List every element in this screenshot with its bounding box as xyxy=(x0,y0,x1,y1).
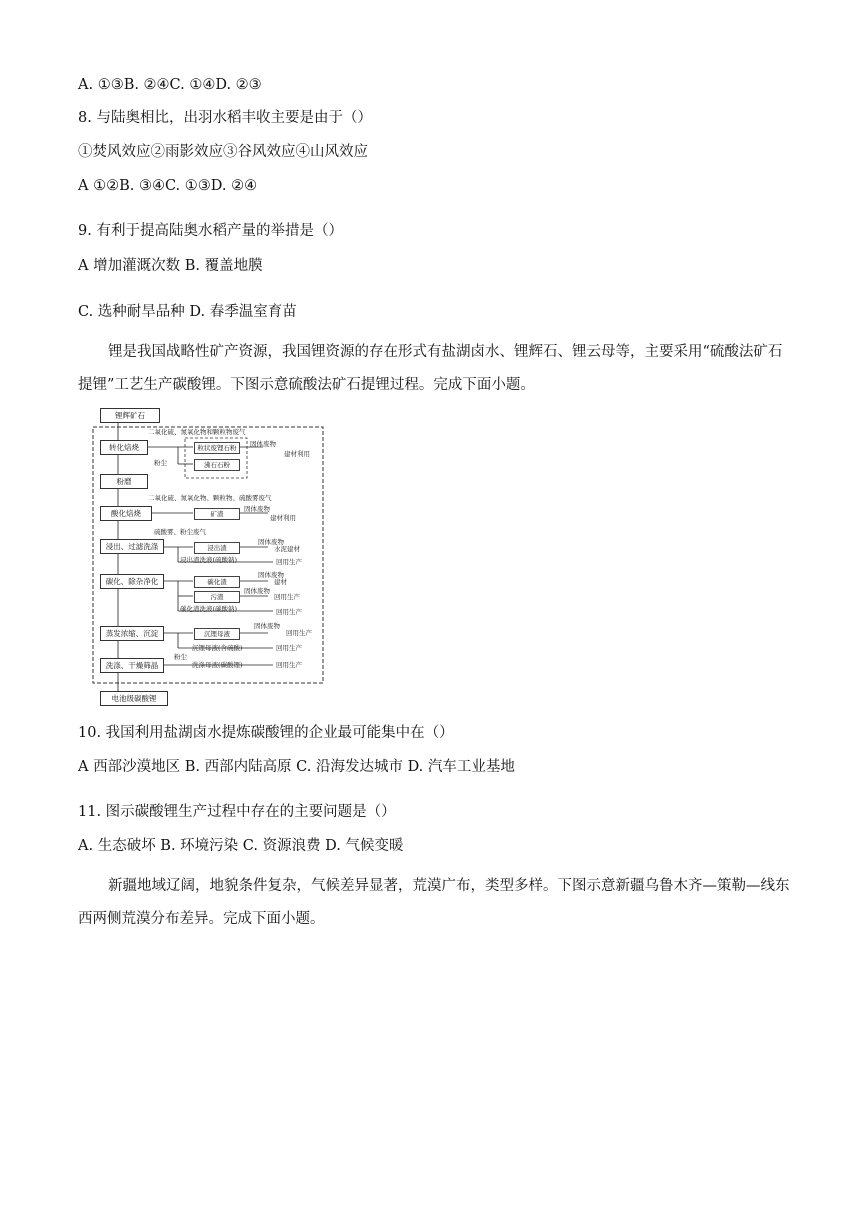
q8-options: A ①②B. ③④C. ①③D. ②④ xyxy=(78,178,258,194)
box-end: 电池级碳酸锂 xyxy=(100,691,168,706)
label-mother: 沉锂母液(含硫酸) xyxy=(192,644,243,652)
side-box-6: 污渣 xyxy=(194,591,240,603)
label-solid-5: 固体废物 xyxy=(244,587,270,595)
label-emission-3: 硫酸雾、粉尘废气 xyxy=(154,528,206,536)
side-box-7: 沉锂母液 xyxy=(194,628,240,640)
q8-items: ①焚风效应②雨影效应③谷风效应④山风效应 xyxy=(78,144,368,160)
q9-options-ab: A 增加灌溉次数 B. 覆盖地膜 xyxy=(78,258,263,274)
box-step-2: 粉磨 xyxy=(100,474,148,489)
label-wash-2: 碳化渣洗液(碳酸钠) xyxy=(180,605,238,613)
box-step-3: 酸化焙烧 xyxy=(100,506,152,521)
q11-options: A. 生态破坏 B. 环境污染 C. 资源浪费 D. 气候变暖 xyxy=(78,838,404,854)
box-step-6: 蒸发浓缩、沉淀 xyxy=(100,626,164,641)
label-reuse-1: 回用生产 xyxy=(276,558,302,566)
label-solid-4: 固体废物 xyxy=(258,571,284,579)
label-wash-mother: 洗涤母液(碳酸锂) xyxy=(192,661,243,669)
side-box-4: 浸出渣 xyxy=(194,542,240,554)
q9-stem: 9. 有利于提高陆奥水稻产量的举措是（） xyxy=(78,223,343,239)
label-reuse-3: 回用生产 xyxy=(276,608,302,616)
label-dust-2: 粉尘 xyxy=(174,653,187,661)
box-start: 锂辉矿石 xyxy=(100,408,160,423)
label-emission-2: 二氧化硫、氮氧化物、颗粒物、硫酸雾废气 xyxy=(148,494,272,502)
label-reuse-6: 回用生产 xyxy=(276,661,302,669)
label-reuse-4: 回用生产 xyxy=(286,629,312,637)
label-solid-1: 固体废物 xyxy=(250,440,276,448)
label-reuse-2: 回用生产 xyxy=(274,593,300,601)
box-step-5: 碳化、除杂净化 xyxy=(100,574,164,589)
q9-options-cd: C. 选种耐旱品种 D. 春季温室育苗 xyxy=(78,304,297,320)
box-step-4: 浸出、过滤洗涤 xyxy=(100,539,164,554)
label-solid-2: 固体废物 xyxy=(244,505,270,513)
label-reuse-5: 回用生产 xyxy=(276,644,302,652)
q10-stem: 10. 我国利用盐湖卤水提炼碳酸锂的企业最可能集中在（） xyxy=(78,725,454,741)
label-wash-1: 浸出渣洗液(硫酸钠) xyxy=(180,556,238,564)
box-step-1: 转化焙烧 xyxy=(100,440,148,455)
label-solid-6: 固体废物 xyxy=(254,622,280,630)
side-box-2: 沸石石粉 xyxy=(194,459,240,471)
side-box-1: 粒状废锂石粉 xyxy=(194,442,240,454)
label-building-1: 建材利用 xyxy=(284,450,310,458)
label-solid-3: 固体废物 xyxy=(258,538,284,546)
side-box-5: 碳化渣 xyxy=(194,576,240,588)
q10-options: A 西部沙漠地区 B. 西部内陆高原 C. 沿海发达城市 D. 汽车工业基地 xyxy=(78,759,515,775)
label-building-3: 建材 xyxy=(274,578,287,586)
label-emission-1: 二氧化硫、氮氧化物和颗粒物废气 xyxy=(148,428,246,436)
lithium-process-diagram xyxy=(88,404,330,710)
q11-stem: 11. 图示碳酸锂生产过程中存在的主要问题是（） xyxy=(78,804,396,820)
passage-xinjiang: 新疆地域辽阔，地貌条件复杂，气候差异显著，荒漠广布，类型多样。下图示意新疆乌鲁木齐—策勒—线东西两侧荒漠分布差异。完成下面小题。 xyxy=(78,878,790,927)
label-building-2: 建材利用 xyxy=(270,514,296,522)
passage-lithium: 锂是我国战略性矿产资源，我国锂资源的存在形式有盐湖卤水、锂辉石、锂云母等，主要采用“硫酸法矿石提锂”工艺生产碳酸锂。下图示意硫酸法矿石提锂过程。完成下面小题。 xyxy=(78,344,783,393)
side-box-3: 矿渣 xyxy=(194,508,240,520)
label-dust-1: 粉尘 xyxy=(154,459,167,467)
q8-stem: 8. 与陆奥相比，出羽水稻丰收主要是由于（） xyxy=(78,110,372,126)
box-step-7: 洗涤、干燥筛晶 xyxy=(100,658,164,673)
q7-options: A. ①③B. ②④C. ①④D. ②③ xyxy=(78,77,262,93)
label-cement: 水泥建材 xyxy=(274,545,300,553)
